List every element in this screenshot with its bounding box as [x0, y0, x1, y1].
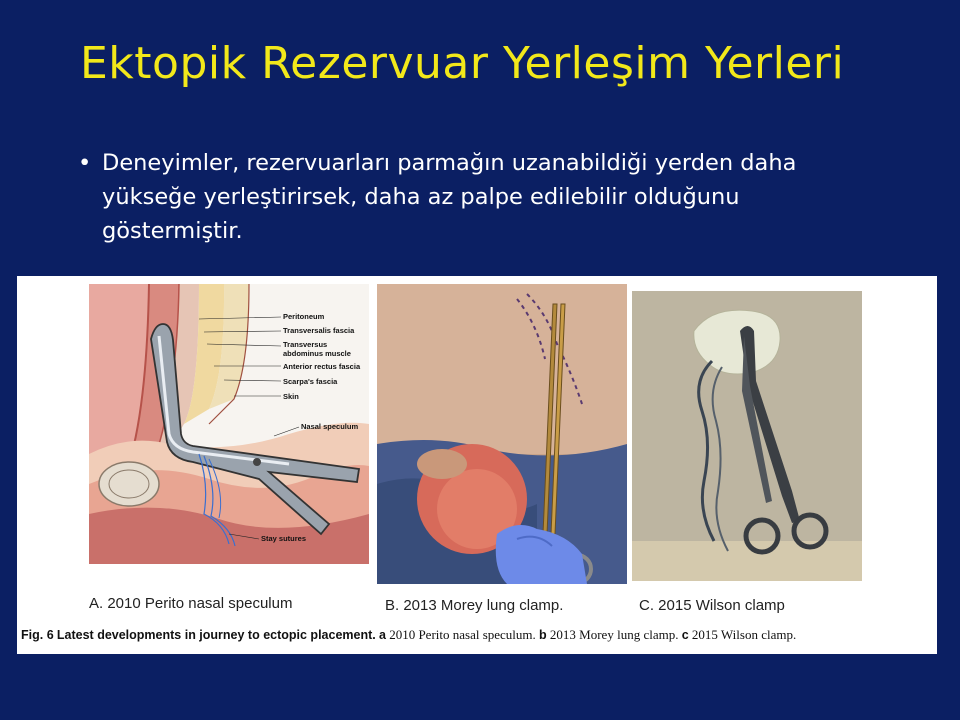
caption-key-a: a — [378, 628, 386, 642]
anatomy-label-transversus-abdominus: Transversus abdominus muscle — [283, 340, 351, 358]
perito-nasal-speculum-illustration — [89, 284, 369, 564]
anatomy-label-skin: Skin — [283, 392, 299, 401]
anatomy-label-anterior-rectus-fascia: Anterior rectus fascia — [283, 362, 361, 371]
caption-bold-text: Latest developments in journey to ectopic placement. — [56, 628, 376, 642]
wilson-clamp-photo — [632, 291, 862, 581]
bullet-item — [78, 146, 868, 248]
anatomy-label-transversalis-fascia: Transversalis fascia — [283, 326, 355, 335]
anatomy-label-nasal-speculum: Nasal speculum — [301, 422, 359, 431]
figure — [17, 276, 937, 654]
caption-prefix: Fig. 6 — [21, 628, 54, 642]
caption-key-c: c — [681, 628, 689, 642]
anatomy-label-scarpas-fascia: Scarpa's fascia — [283, 377, 338, 386]
caption-text-b: 2013 Morey lung clamp. — [549, 627, 679, 642]
panel-b-label: B. 2013 Morey lung clamp. — [385, 597, 564, 614]
anatomy-label-peritoneum: Peritoneum — [283, 312, 325, 321]
panel-c-label: C. 2015 Wilson clamp — [639, 597, 785, 614]
caption-text-a: 2010 Perito nasal speculum. — [389, 627, 536, 642]
bullet-dot-icon: • — [78, 150, 92, 176]
panel-a-label: A. 2010 Perito nasal speculum — [89, 595, 293, 612]
caption-key-b: b — [539, 628, 547, 642]
morey-lung-clamp-photo — [377, 284, 627, 584]
caption-text-c: 2015 Wilson clamp. — [691, 627, 797, 642]
figure-caption — [21, 627, 933, 643]
bullet-text: Deneyimler, rezervuarları parmağın uzanabildiği yerden daha yükseğe yerleştirirsek, daha az palpe edilebilir olduğunu göstermiştir. — [102, 150, 797, 244]
slide-title: Ektopik Rezervuar Yerleşim Yerleri — [80, 38, 845, 89]
anatomy-label-stay-sutures: Stay sutures — [261, 534, 307, 543]
